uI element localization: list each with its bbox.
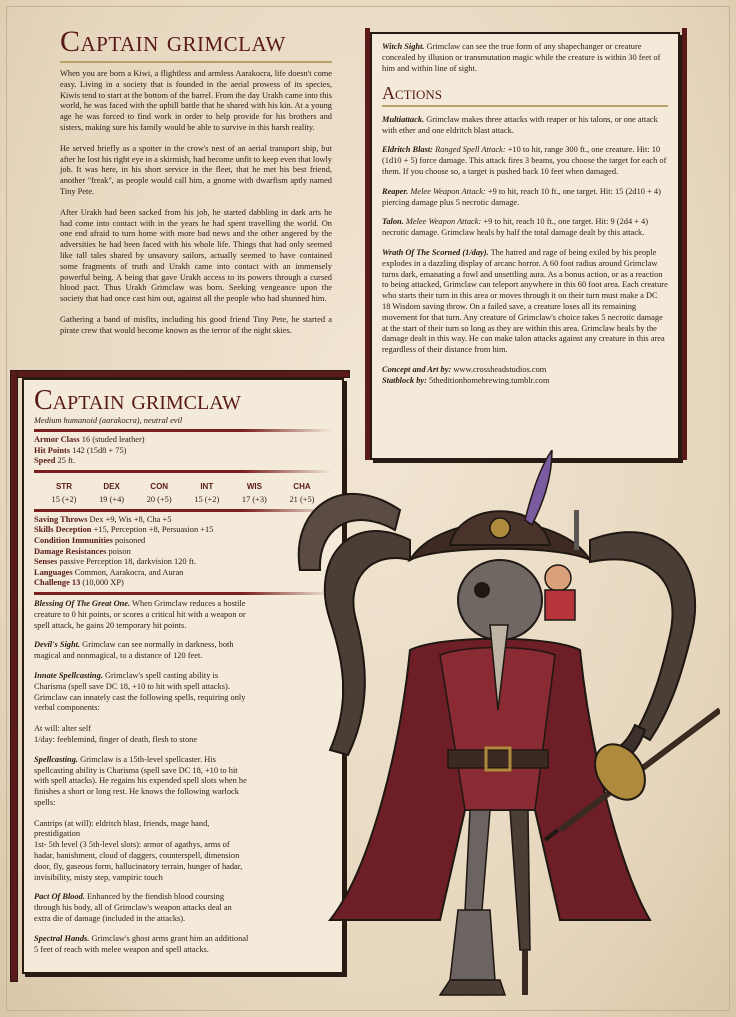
credit-statblock: Statblock by: 5theditionhomebrewing.tumblr.com: [382, 375, 550, 385]
trait-spellcasting: Spellcasting. Grimclaw is a 15th-level spellcaster. His spellcasting ability is Charisma (spell save DC 18, +10 to hit with spell attacks). He regains his expended spell slots when he finishes a short or long rest. He knows the following warlock spells:: [34, 754, 247, 807]
action-multiattack: Multiattack. Grimclaw makes three attacks with reaper or his talons, or one attack with ether and one eldritch blast attack.: [382, 114, 658, 135]
action-talon: Talon. Melee Weapon Attack: +9 to hit, reach 10 ft., one target. Hit: 9 (2d4 + 4) necrotic damage. Grimclaw heals by half the total damage dealt by this attack.: [382, 217, 649, 238]
taper-divider: [34, 592, 332, 595]
hit-points: Hit Points 142 (15d8 + 75): [34, 445, 127, 455]
actions-divider: [382, 105, 668, 107]
action-eldritch-blast: Eldritch Blast: Ranged Spell Attack: +10 to hit, range 300 ft., one creature. Hit: 10 (1d10 + 5) force damage. This attack fires 3 beams, you choose the target for each of them. If you choose so, a target is pushed back 10 feet when damaged.: [382, 145, 667, 177]
intro-paragraph-4: Gathering a band of misfits, including his good friend Tiny Pete, he started a pirate crew that would become known as the terror of the night skies.: [60, 314, 332, 335]
damage-resistances: Damage Resistances poison: [34, 546, 131, 556]
statblock-side-bar: [10, 370, 18, 982]
trait-pact-of-blood: Pact Of Blood. Enhanced by the fiendish blood coursing through his body, all of Grimclaw's weapon attacks deal an extra die of damage (included in the attacks).: [34, 892, 232, 924]
ability-scores: [34, 476, 332, 506]
ability-cha: CHA 21 (+5): [289, 481, 315, 504]
intro-paragraph-2: He served briefly as a spotter in the crow's nest of an aerial transport ship, but after he lost his right eye in a skirmish, had become unfit to keep even that lowly job. It was here, in his short service in the fleet, that he met his best friend, another "freak", as people would call him, a gnome with dwarfism aptly named Tiny Pete.: [60, 143, 332, 196]
intro-title: Captain grimclaw: [60, 25, 286, 58]
title-divider: [60, 61, 332, 63]
taper-divider: [34, 429, 332, 432]
actions-heading: Actions: [382, 83, 442, 104]
box-accent-bar-left: [365, 28, 370, 460]
action-reaper: Reaper. Melee Weapon Attack: +9 to hit, reach 10 ft., one target. Hit: 15 (2d10 + 4) piercing damage plus 5 necrotic damage.: [382, 186, 661, 207]
statblock-name: Captain grimclaw: [34, 385, 241, 416]
innate-at-will: At will: alter self: [34, 724, 91, 734]
challenge: Challenge 13 (10,000 XP): [34, 578, 124, 588]
condition-immunities: Condition Immunities poisoned: [34, 535, 146, 545]
action-wrath: Wrath Of The Scorned (1/day). The hatred and rage of being exiled by his people explodes in a dazzling display of arcanc horror. A 60 foot radius around Grimclaw turns dark, emanating a fowl and unsettling aura. As a bonus action, or as a reaction to being attacked, Grimclaw can teleport anywhere in this 60 foot area. Each creature who starts their turn in this area or moves through it on their turn must make a DC 18 Wisdom saving throw. On a failed save, a creature loses all its remaining movement for that turn. Any creature of Grimclaw's choice takes 5 necrotic damage at the start of their turn so long as they are within this area. Grimclaw heals by the damage dealt in this way. He can make talon attacks against any creature in this area regardless of their distance from him.: [382, 248, 668, 355]
skills: Skills Deception +15, Perception +8, Persuasion +15: [34, 525, 214, 535]
ability-int: INT 15 (+2): [194, 481, 220, 504]
trait-devils-sight: Devil's Sight. Grimclaw can see normally in darkness, both magical and nonmagical, to a distance of 120 feet.: [34, 640, 234, 661]
innate-1-day: 1/day: feeblemind, finger of death, flesh to stone: [34, 734, 198, 744]
taper-divider: [34, 470, 332, 473]
languages: Languages Common, Aarakocra, and Auran: [34, 567, 184, 577]
actions-box: [370, 32, 680, 460]
intro-paragraph-3: After Urakh had been sacked from his job, he started dabbling in dark arts he had come into contact with in the years he had spent travelling the world. On one end afraid to turn home with more bad news and the other angered by the adversities he had been faced with his whole life. Things that had only seemed like tall tales shared by unsavory sailors, actually seemed to have contained some fragments of truth and Urakh came into contact with an immensely powerful being. A being that gave Urakh access to its powers through a cursed blood pact. Thus Urakh Grimclaw was born. Seeking vengeance upon the society that had once cast him out, against all the people who had shunned him.: [60, 207, 332, 304]
captain-grimclaw-illustration: [290, 450, 720, 1010]
trait-spectral-hands: Spectral Hands. Grimclaw's ghost arms grant him an additional 5 feet of reach with melee weapon and spell attacks.: [34, 933, 249, 954]
spell-levels: 1st- 5th level (3 5th-level slots): armor of agathys, arms of hadar, banishment, cloud of daggers, counterspell, dimension door, fly, gaseous form, hallucinatory terrain, hunger of hadar, invisibility, misty step, vampiric touch: [34, 840, 243, 882]
armor-class: Armor Class 16 (studed leather): [34, 435, 145, 444]
speed: Speed 25 ft.: [34, 456, 76, 466]
intro-paragraph-1: When you are born a Kiwi, a flightless and armless Aarakocra, life doesn't come easy. Living in a society that is founded in the aerial prowess of its species, Kiwis tend to start at the bottom of the barrel. From the day Urakh came into this world, he was faced with the uphill battle that he shared with his kin. At a young age he was forced to find work in order to help provide for his brothers and sisters, making sure his family would be able to survive in this harsh reality.: [60, 69, 332, 132]
ability-con: CON 20 (+5): [146, 481, 172, 504]
statblock-top-bar: [10, 370, 350, 378]
ability-dex: DEX 19 (+4): [99, 481, 125, 504]
spell-cantrips: Cantrips (at will): eldritch blast, friends, mage hand, prestidigation: [34, 818, 210, 839]
credit-art: Concept and Art by: www.crossheadstudios.com: [382, 365, 547, 375]
senses: Senses passive Perception 18, darkvision 120 ft.: [34, 557, 196, 567]
ability-str: STR 15 (+2): [51, 481, 77, 504]
box-accent-bar-right: [682, 28, 687, 460]
traits-column: [34, 599, 250, 956]
statblock-type: Medium humanoid (aarakocra), neutral evil: [34, 416, 183, 425]
taper-divider: [34, 509, 332, 512]
trait-witch-sight: Witch Sight. Grimclaw can see the true form of any shapechanger or creature concealed by illusion or transmutation magic while the creature is within 30 feet of him and within line of sight.: [382, 42, 661, 73]
saving-throws: Saving Throws Dex +9, Wis +8, Cha +5: [34, 514, 172, 524]
ability-wis: WIS 17 (+3): [241, 481, 267, 504]
trait-innate-spellcasting: Innate Spellcasting. Grimclaw's spell casting ability is Charisma (spell save DC 18, +10 to hit with spell attacks). Grimclaw can innately cast the following spells, requiring only verbal components:: [34, 670, 246, 713]
intro-section: [60, 26, 332, 337]
trait-blessing: Blessing Of The Great One. When Grimclaw reduces a hostile creature to 0 hit points, or scores a critical hit with a weapon or spell attack, he gains 20 temporary hit points.: [34, 598, 246, 630]
